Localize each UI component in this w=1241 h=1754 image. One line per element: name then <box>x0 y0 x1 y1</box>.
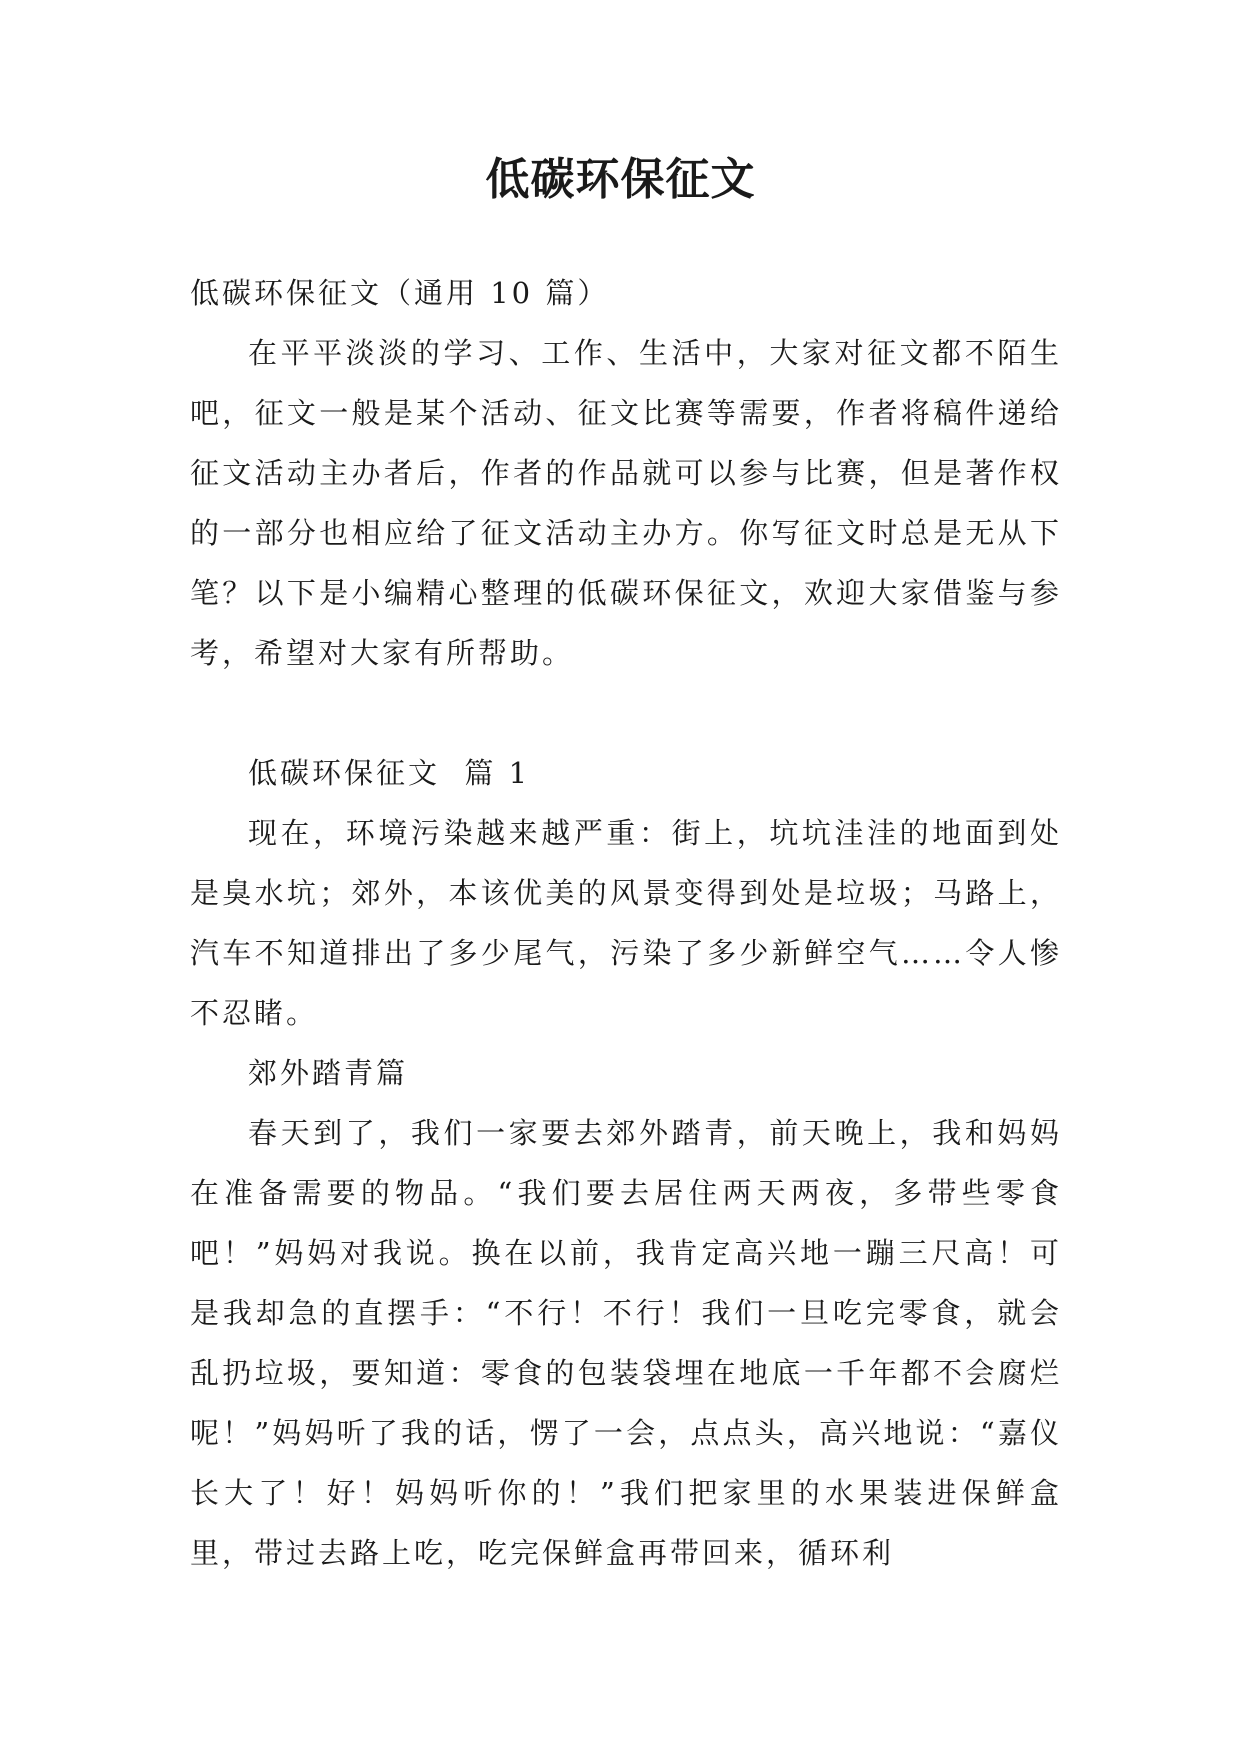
intro-paragraph: 在平平淡淡的学习、工作、生活中，大家对征文都不陌生吧，征文一般是某个活动、征文比赛等需要，作者将稿件递给征文活动主办者后，作者的作品就可以参与比赛，但是著作权的一部分也相应给了征文活动主办方。你写征文时总是无从下笔？以下是小编精心整理的低碳环保征文，欢迎大家借鉴与参考，希望对大家有所帮助。 <box>190 336 1062 670</box>
sub-heading: 郊外踏青篇 <box>248 1056 409 1090</box>
document-body <box>190 263 1062 1583</box>
document-title: 低碳环保征文 <box>485 154 756 205</box>
body-paragraph: 春天到了，我们一家要去郊外踏青，前天晚上，我和妈妈在准备需要的物品。“我们要去居住两天两夜，多带些零食吧！”妈妈对我说。换在以前，我肯定高兴地一蹦三尺高！可是我却急的直摆手：“不行！不行！我们一旦吃完零食，就会乱扔垃圾，要知道：零食的包装袋埋在地底一千年都不会腐烂呢！”妈妈听了我的话，愣了一会，点点头，高兴地说：“嘉仪长大了！好！妈妈听你的！”我们把家里的水果装进保鲜盒里，带过去路上吃，吃完保鲜盒再带回来，循环利 <box>190 1116 1062 1570</box>
section-heading: 低碳环保征文 篇 1 <box>248 756 531 790</box>
body-paragraph: 现在，环境污染越来越严重：街上，坑坑洼洼的地面到处是臭水坑；郊外，本该优美的风景变得到处是垃圾；马路上，汽车不知道排出了多少尾气，污染了多少新鲜空气……令人惨不忍睹。 <box>190 816 1062 1030</box>
paragraph-spacer <box>190 683 1062 743</box>
document-subtitle: 低碳环保征文（通用 10 篇） <box>190 276 610 310</box>
